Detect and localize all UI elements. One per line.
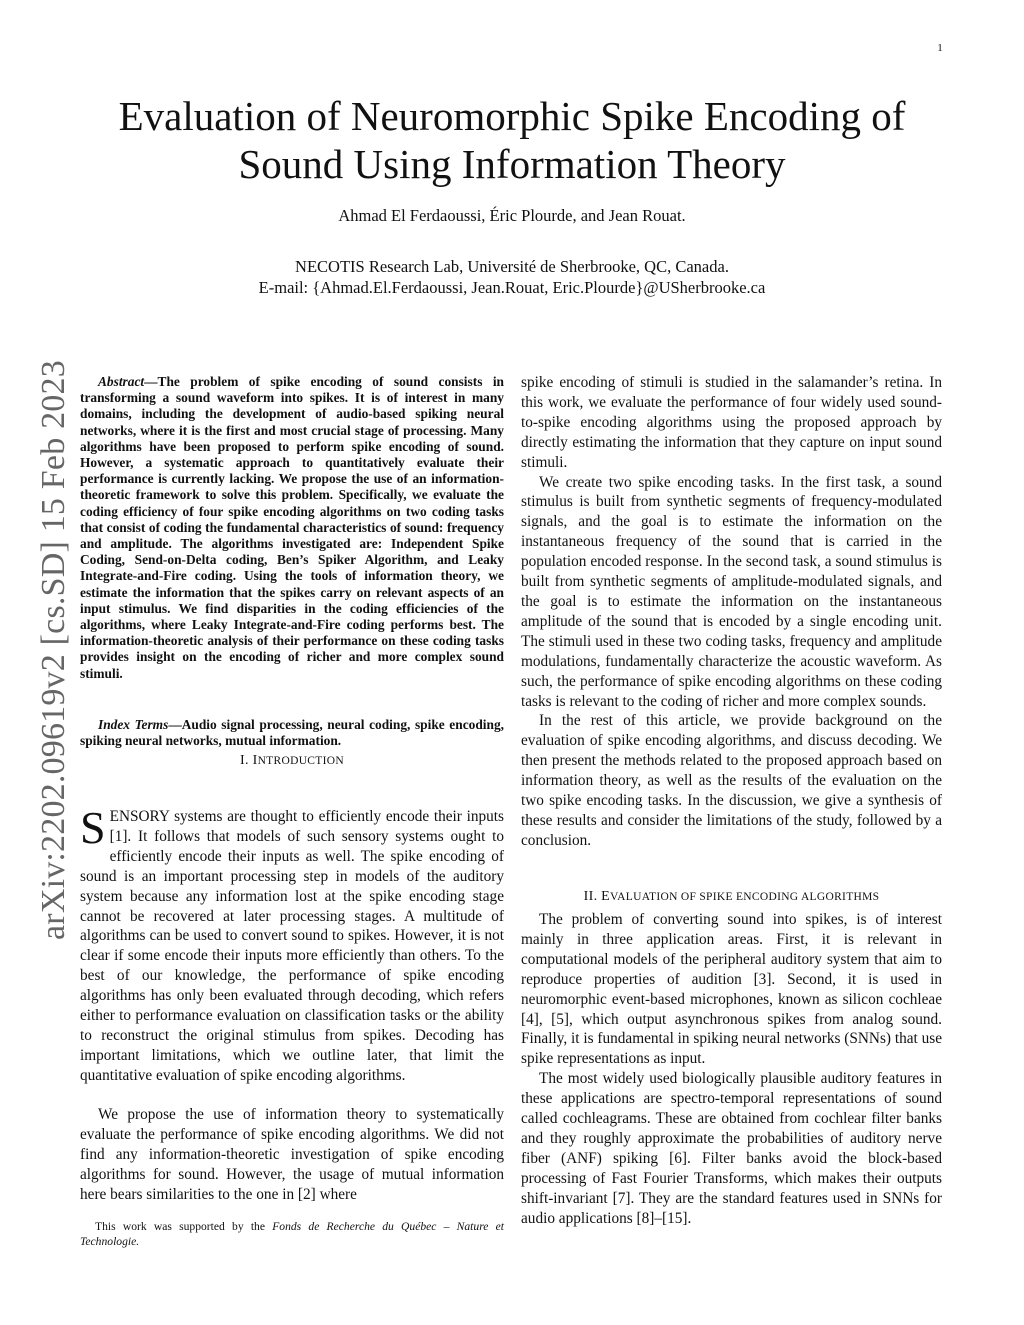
intro-paragraph-2-text: We propose the use of information theory to systematically evaluate the performance of spike encoding algorithms. We did not find any information-theoretic investigation of spike encoding algorithms for sound. However, the usage of mutual information here bears similarities to the one in [2] where bbox=[80, 1106, 504, 1203]
footnote-funder: Fonds de Recherche du Québec – Nature et Technologie. bbox=[80, 1220, 505, 1248]
author-list: Ahmad El Ferdaoussi, Éric Plourde, and Jean Rouat. bbox=[338, 206, 686, 225]
right-paragraph-1: spike encoding of stimuli is studied in the salamander’s retina. In this work, we evaluate the performance of four widely used sound-to-spike encoding algorithms using the proposed approach by directly estimating the information that they capture on input sound stimuli. bbox=[521, 374, 942, 471]
section-initial: I bbox=[252, 753, 258, 768]
section-number: II. bbox=[583, 889, 602, 904]
right-column-evaluation bbox=[521, 910, 942, 1229]
index-terms-text: —Audio signal processing, neural coding, spike encoding, spiking neural networks, mutual information. bbox=[80, 717, 504, 749]
index-terms bbox=[80, 717, 504, 749]
paper-title bbox=[100, 92, 924, 188]
title-line-2: Sound Using Information Theory bbox=[238, 141, 786, 187]
section-initial: E bbox=[601, 889, 611, 904]
arxiv-identifier-stamp: arXiv:2202.09619v2 [cs.SD] 15 Feb 2023 bbox=[35, 360, 72, 940]
index-terms-label: Index Terms bbox=[98, 717, 169, 732]
section-heading-evaluation bbox=[521, 889, 942, 905]
right-paragraph-2: We create two spike encoding tasks. In the first task, a sound stimulus is built from synthetic segments of frequency-modulated signals, and the goal is to estimate the information on the instantaneous frequency of the sound that is carried in the population encoded response. In the second task, a sound stimulus is built from synthetic segments of amplitude-modulated signals, and the goal is to estimate the information on the instantaneous amplitude of the sound that is encoded by a single encoding unit. The stimuli used in these two coding tasks, frequency and amplitude modulations, fundamentally characterize the acoustic waveform. As such, the performance of spike encoding algorithms on these coding tasks is relevant to the coding of richer and more complex sounds. bbox=[521, 473, 942, 710]
email-line: E-mail: {Ahmad.El.Ferdaoussi, Jean.Rouat, Eric.Plourde}@USherbrooke.ca bbox=[258, 278, 766, 297]
section-number: I. bbox=[240, 753, 253, 768]
right-column-intro bbox=[521, 373, 942, 851]
funding-footnote bbox=[80, 1220, 504, 1249]
right-paragraph-3: In the rest of this article, we provide background on the evaluation of spike encoding algorithms, and discuss decoding. We then present the methods related to the proposed approach based on information theory, as well as the results of the evaluation on the two spike encoding tasks. In the discussion, we give a synthesis of these results and consider the limitations of the study, followed by a conclusion. bbox=[521, 712, 942, 849]
abstract-label: Abstract bbox=[98, 374, 145, 389]
intro-paragraph-2 bbox=[80, 1105, 504, 1205]
footnote-text: This work was supported by the bbox=[95, 1220, 273, 1233]
affiliation-block bbox=[100, 256, 924, 298]
section-heading-introduction bbox=[80, 753, 504, 769]
section-title-rest: NTRODUCTION bbox=[257, 755, 344, 767]
intro-paragraph-1-body: ENSORY systems are thought to efficiently encode their inputs [1]. It follows that models of such sensory systems ought to efficiently encode their inputs as well. The spike encoding of sound is an important processing step in models of the auditory system because any information lost at the spike encoding stage cannot be recovered at later processing stages. A multitude of algorithms can be used to convert sound to spikes. However, it is not clear if some encode their inputs more efficiently than others. To the best of our knowledge, the performance of spike encoding algorithms has only been evaluated through decoding, which refers either to performance evaluation on classification tasks or the ability to reconstruct the original stimulus from spikes. Decoding has important limitations, which we outline later, that limit the quantitative evaluation of spike encoding algorithms. bbox=[80, 808, 504, 1084]
abstract bbox=[80, 374, 504, 682]
right-paragraph-5: The most widely used biologically plausible auditory features in these applications are spectro-temporal representations of sound called cochleagrams. These are obtained from cochlear filter banks and they roughly approximate the probabilities of auditory nerve fiber (ANF) spiking [6]. Filter banks avoid the block-based processing of Fast Fourier Transforms, which makes their outputs shift-invariant [7]. They are the standard features used in SNNs for audio applications [8]–[15]. bbox=[521, 1070, 942, 1227]
abstract-text: —The problem of spike encoding of sound consists in transforming a sound waveform into spikes. It is of interest in many domains, including the development of audio-based spiking neural networks, where it is the first and most crucial stage of processing. Many algorithms have been proposed to perform spike encoding of sound. However, a systematic approach to quantitatively evaluate their performance is currently lacking. We propose the use of an information-theoretic framework to solve this problem. Specifically, we evaluate the coding efficiency of four spike encoding algorithms on two coding tasks that consist of coding the fundamental characteristics of sound: frequency and amplitude. The algorithms investigated are: Independent Spike Coding, Send-on-Delta coding, Ben’s Spiker Algorithm, and Leaky Integrate-and-Fire coding. Using the tools of information theory, we estimate the information that the spikes carry on relevant aspects of an input stimulus. We find disparities in the coding efficiencies of the algorithms, where Leaky Integrate-and-Fire coding performs best. The information-theoretic analysis of their performance on these coding tasks provides insight on the encoding of richer and more complex sound stimuli. bbox=[80, 374, 504, 681]
drop-cap: S bbox=[80, 802, 106, 853]
right-paragraph-4: The problem of converting sound into spikes, is of interest mainly in three application areas. First, it is relevant in computational models of the peripheral auditory system that aim to reproduce properties of audition [3]. Second, it is used in neuromorphic event-based microphones, known as silicon cochleae [4], [5], which output asynchronous spikes from analog sound. Finally, it is fundamental in spiking neural networks (SNNs) that use spike representations as input. bbox=[521, 911, 942, 1068]
affiliation: NECOTIS Research Lab, Université de Sherbrooke, QC, Canada. bbox=[295, 257, 729, 276]
section-title-rest: VALUATION OF SPIKE ENCODING ALGORITHMS bbox=[610, 891, 880, 903]
page-number: 1 bbox=[937, 42, 943, 54]
intro-paragraph-1 bbox=[80, 802, 504, 1086]
intro-paragraph-1-text bbox=[80, 802, 504, 1086]
title-line-1: Evaluation of Neuromorphic Spike Encoding of bbox=[118, 93, 906, 139]
